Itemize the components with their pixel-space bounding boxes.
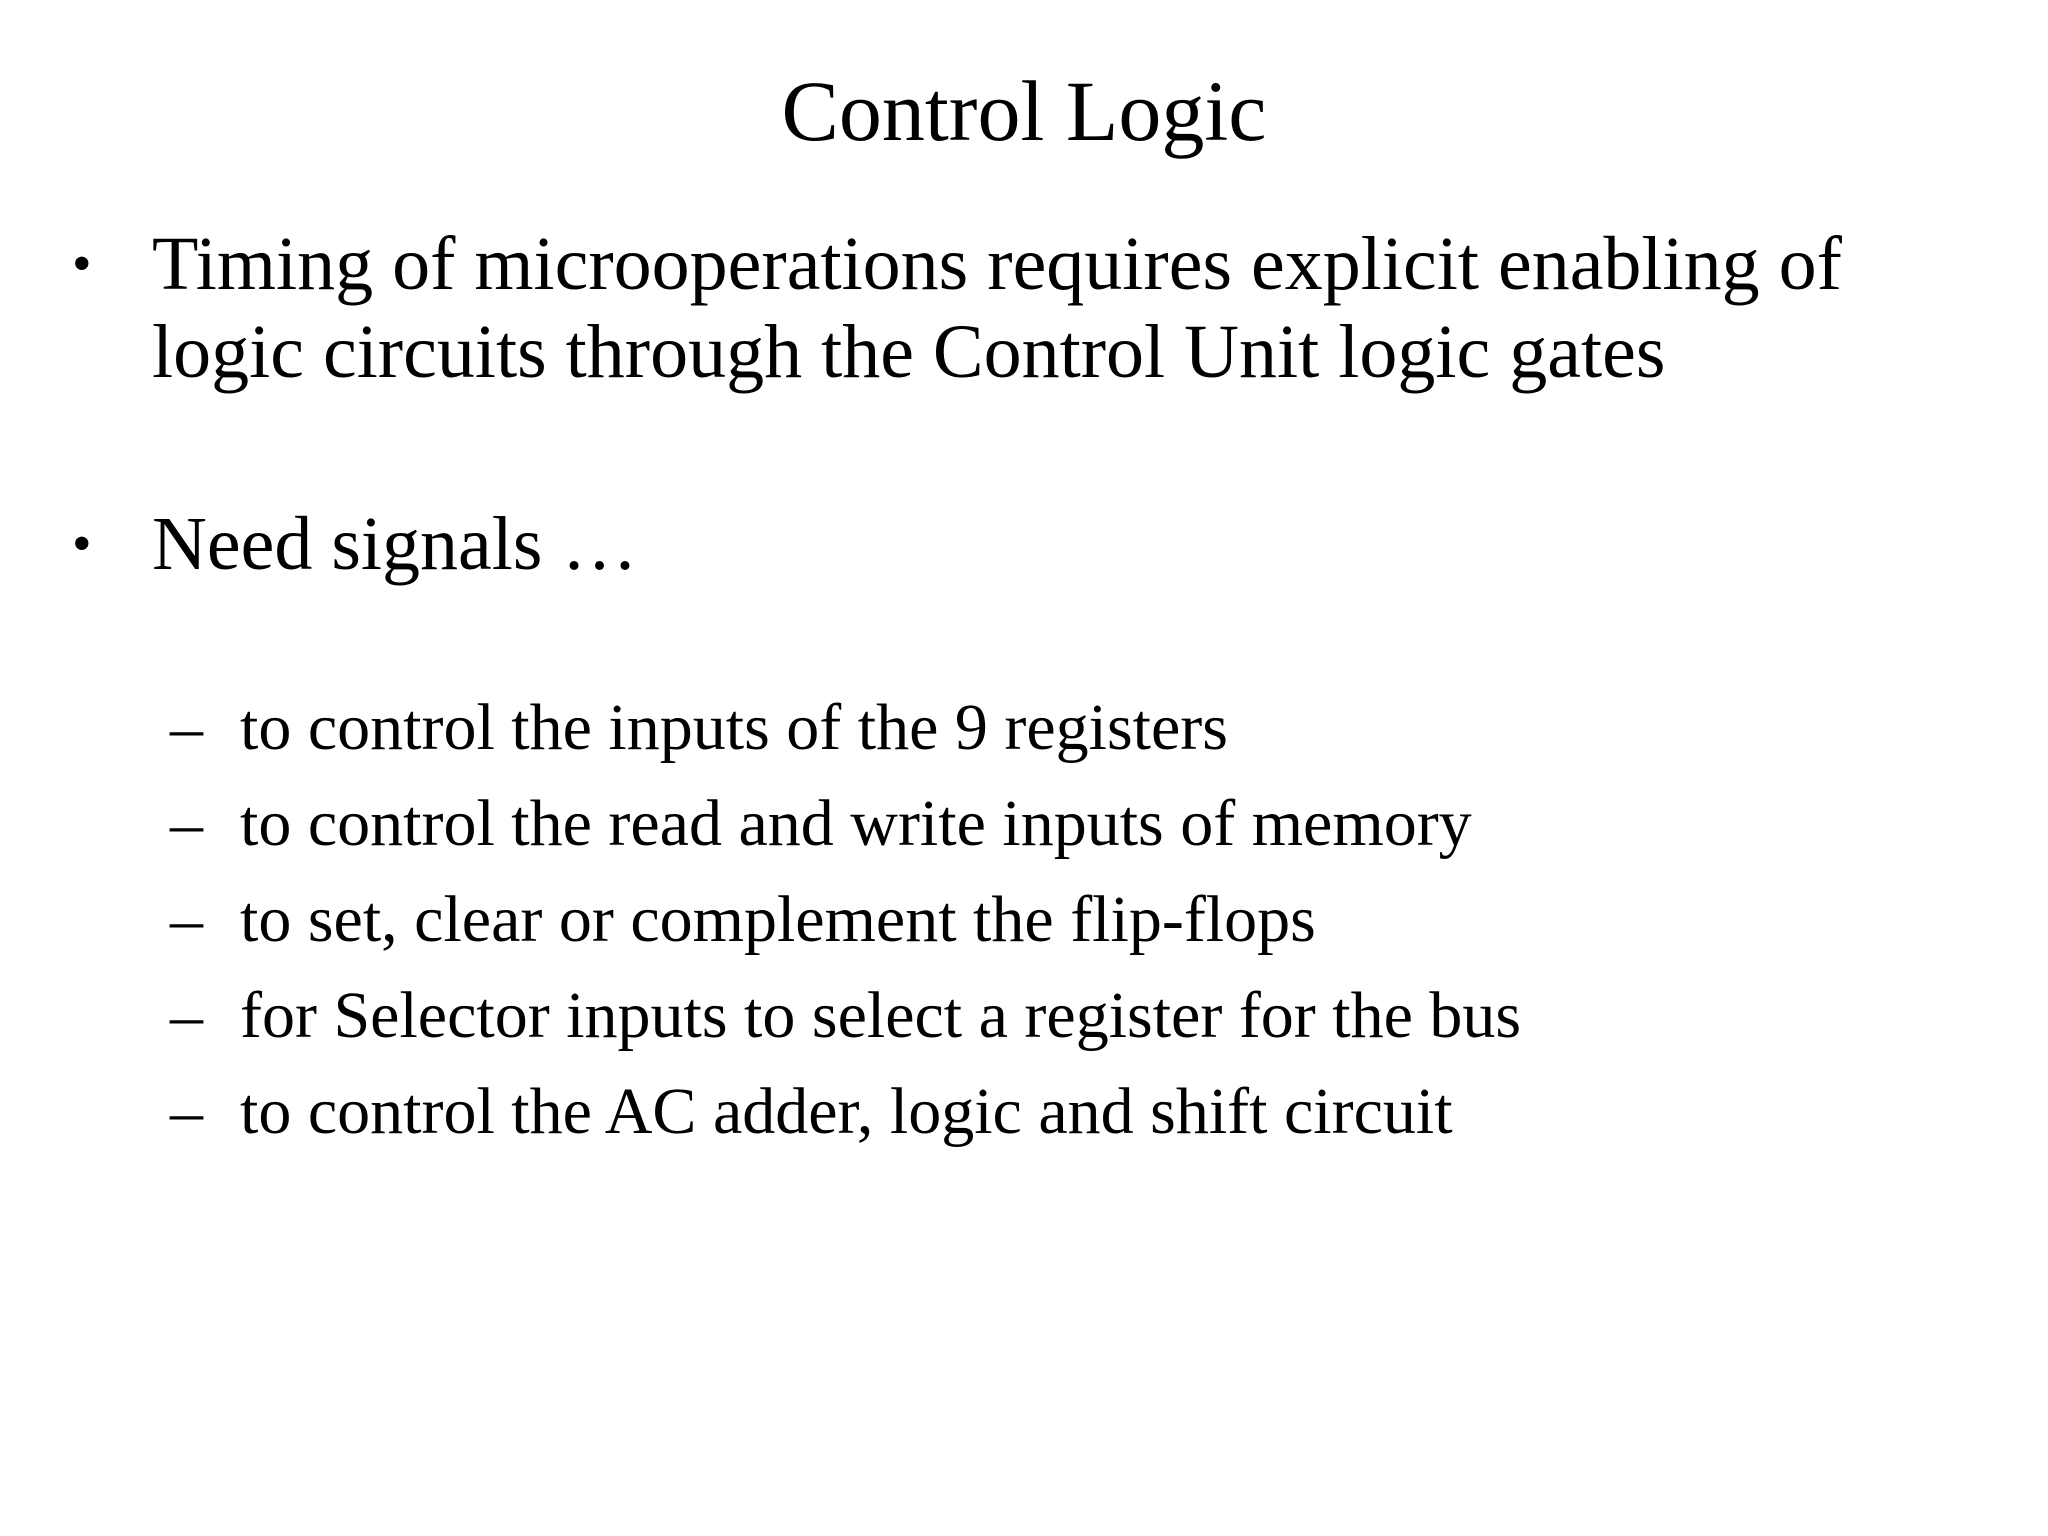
bullet-text [152,220,2032,396]
slide-title: Control Logic [781,63,1267,159]
sub-bullet-marker: – [170,883,203,956]
sub-bullet-text: to control the inputs of the 9 registers [240,691,1228,764]
sub-bullet-text: to control the read and write inputs of memory [240,787,1472,860]
sub-bullet-marker: – [170,979,203,1052]
bullet-line: logic circuits through the Control Unit logic gates [152,310,1666,394]
sub-bullet-marker: – [170,691,203,764]
sub-bullet-text: to set, clear or complement the flip-flops [240,883,1316,956]
sub-bullet-text: to control the AC adder, logic and shift circuit [240,1075,1453,1148]
bullet-line: Need signals … [152,502,638,586]
sub-bullet-marker: – [170,1075,203,1148]
bullet-marker: • [72,513,92,575]
bullet-line: Timing of microoperations requires explicit enabling of [152,222,1842,306]
sub-bullet-marker: – [170,787,203,860]
sub-bullet-text: for Selector inputs to select a register for the bus [240,979,1522,1052]
bullet-text [152,500,2032,588]
bullet-marker: • [72,233,92,295]
